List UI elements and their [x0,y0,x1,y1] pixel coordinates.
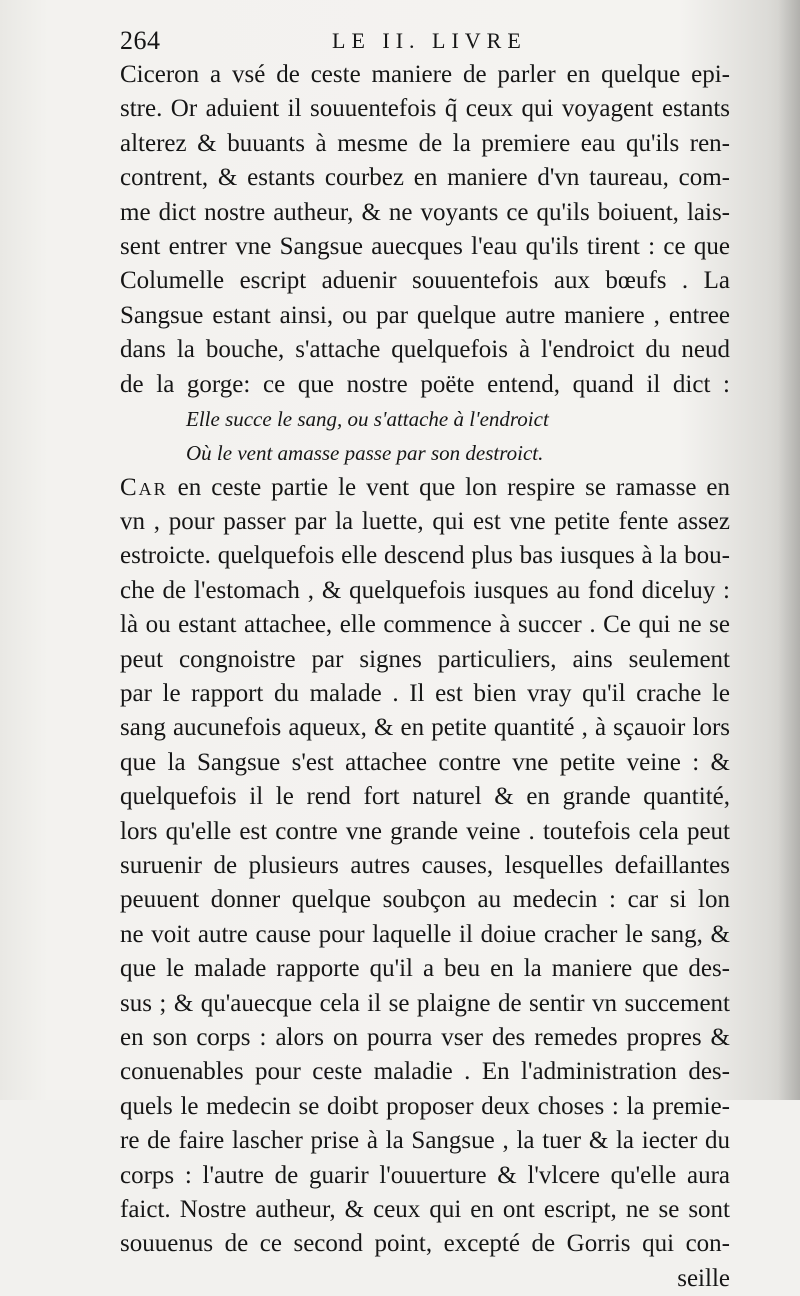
text-line: vn , pour passer par la luette, qui est vne petite fente assez [120,508,730,536]
text-line: que le malade rapporte qu'il a beu en la maniere que des- [120,955,730,983]
text-line: estroicte. quelquefois elle descend plus bas iusques à la bou- [120,542,730,570]
text-line: contrent, & estants courbez en maniere d'vn taureau, com- [120,164,730,192]
text-line: Sangsue estant ainsi, ou par quelque autre maniere , entree [120,301,730,329]
text-line: en son corps : alors on pourra vser des remedes propres & [120,1023,730,1051]
text-line: stre. Or aduient il souuentefois q̃ ceux qui voyagent estants [120,95,730,123]
text-line: me dict nostre autheur, & ne voyants ce qu'ils boiuent, lais- [120,198,730,226]
verse-line: Elle succe le sang, ou s'attache à l'endroict [186,406,549,431]
text-line: que la Sangsue s'est attachee contre vne petite veine : & [120,748,730,776]
text-line: suruenir de plusieurs autres causes, lesquelles defaillantes [120,851,730,879]
text-line: quelquefois il le rend fort naturel & en grande quantité, [120,783,730,811]
text-line: sang aucunefois aqueux, & en petite quantité , à sçauoir lors [120,714,730,742]
text-line: che de l'estomach , & quelquefois iusques au fond diceluy : [120,576,730,604]
paragraph-opening-line [120,471,730,505]
text-line: là ou estant attachee, elle commence à succer . Ce qui ne se [120,611,730,639]
text-line: corps : l'autre de guarir l'ouuerture & l'vlcere qu'elle aura [120,1161,730,1189]
text-line: conuenables pour ceste maladie . En l'administration des- [120,1058,730,1086]
verse-line: Où le vent amasse passe par son destroict. [186,441,544,466]
small-caps-lead: Car [120,473,168,501]
line-text: en ceste partie le vent que lon respire se ramasse en [167,473,730,501]
text-line: Ciceron a vsé de ceste maniere de parler en quelque epi- [120,61,730,88]
running-head: LE II. LIVRE [332,28,527,53]
text-line: peuuent donner quelque soubçon au medecin : car si lon [120,886,730,914]
catchword: seille [677,1264,730,1292]
text-line: lors qu'elle est contre vne grande veine . toutefois cela peut [120,817,730,845]
text-line: dans la bouche, s'attache quelquefois à l'endroict du neud [120,336,730,364]
text-line: par le rapport du malade . Il est bien vray qu'il crache le [120,680,730,708]
text-line: souuenus de ce second point, excepté de Gorris qui con- [120,1230,730,1258]
text-line: sent entrer vne Sangsue auecques l'eau qu'ils tirent : ce que [120,232,730,260]
text-line: re de faire lascher prise à la Sangsue , la tuer & la iecter du [120,1127,730,1155]
page-edge-shadow [778,0,800,1100]
text-line: faict. Nostre autheur, & ceux qui en ont escript, ne se sont [120,1195,730,1223]
text-line: quels le medecin se doibt proposer deux choses : la premie- [120,1092,730,1120]
text-line: alterez & buuants à mesme de la premiere eau qu'ils ren- [120,129,730,157]
text-line: Columelle escript aduenir souuentefois aux bœufs . La [120,267,730,295]
text-line: ne voit autre cause pour laquelle il doiue cracher le sang, & [120,920,730,948]
page-header [120,26,740,56]
text-line: peut congnoistre par signes particuliers, ains seulement [120,645,730,673]
text-line: sus ; & qu'auecque cela il se plaigne de sentir vn succement [120,989,730,1017]
page-number: 264 [120,26,161,55]
body-text [120,58,730,1296]
text-line: de la gorge: ce que nostre poëte entend, quand il dict : [120,370,730,398]
